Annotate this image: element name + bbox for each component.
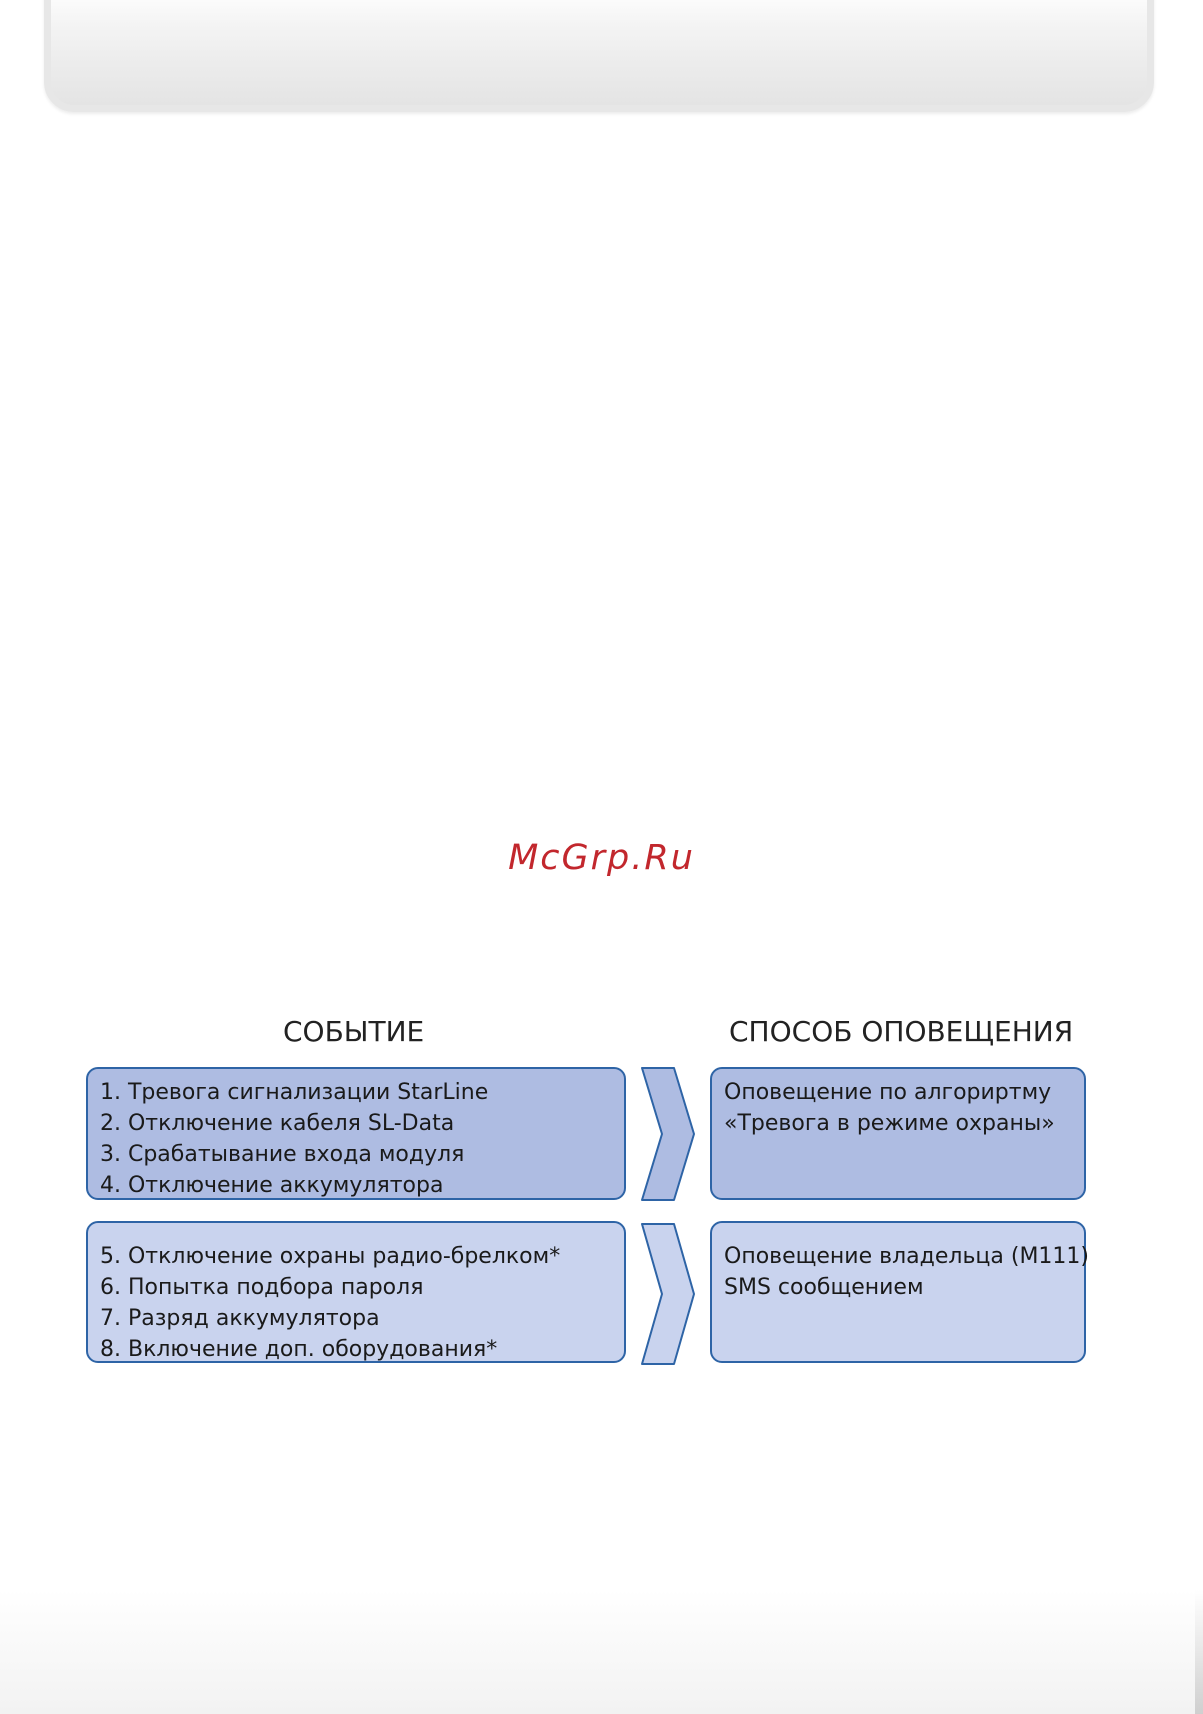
event-column-header: СОБЫТИЕ [283,1015,425,1048]
event-box-alarm [86,1067,626,1200]
event-item: 2. Отключение кабеля SL-Data [100,1111,455,1136]
footer-band-edge [1195,1590,1203,1714]
notification-text: Оповещение по алгориртму [724,1080,1052,1105]
event-item: 8. Включение доп. оборудования* [100,1337,498,1362]
event-item: 1. Тревога сигнализации StarLine [100,1080,489,1105]
event-item: 3. Срабатывание входа модуля [100,1142,465,1167]
event-item: 7. Разряд аккумулятора [100,1306,380,1331]
watermark-text: McGrp.Ru [508,838,695,878]
event-box-sms [86,1221,626,1363]
notification-box-owner-sms [710,1221,1089,1363]
chevron-right-arrow-icon [640,1066,696,1202]
chevron-right-arrow-icon [640,1222,696,1366]
footer-band [0,1590,1203,1714]
notification-text: SMS сообщением [724,1275,924,1300]
notification-box-alarm-algorithm [710,1067,1086,1200]
event-item: 5. Отключение охраны радио-брелком* [100,1244,561,1269]
notification-text: Оповещение владельца (M111) [724,1244,1089,1269]
header-banner [44,0,1154,112]
notification-text: «Тревога в режиме охраны» [724,1111,1055,1136]
event-item: 4. Отключение аккумулятора [100,1173,444,1198]
event-item: 6. Попытка подбора пароля [100,1275,424,1300]
notification-method-column-header: СПОСОБ ОПОВЕЩЕНИЯ [729,1015,1074,1048]
